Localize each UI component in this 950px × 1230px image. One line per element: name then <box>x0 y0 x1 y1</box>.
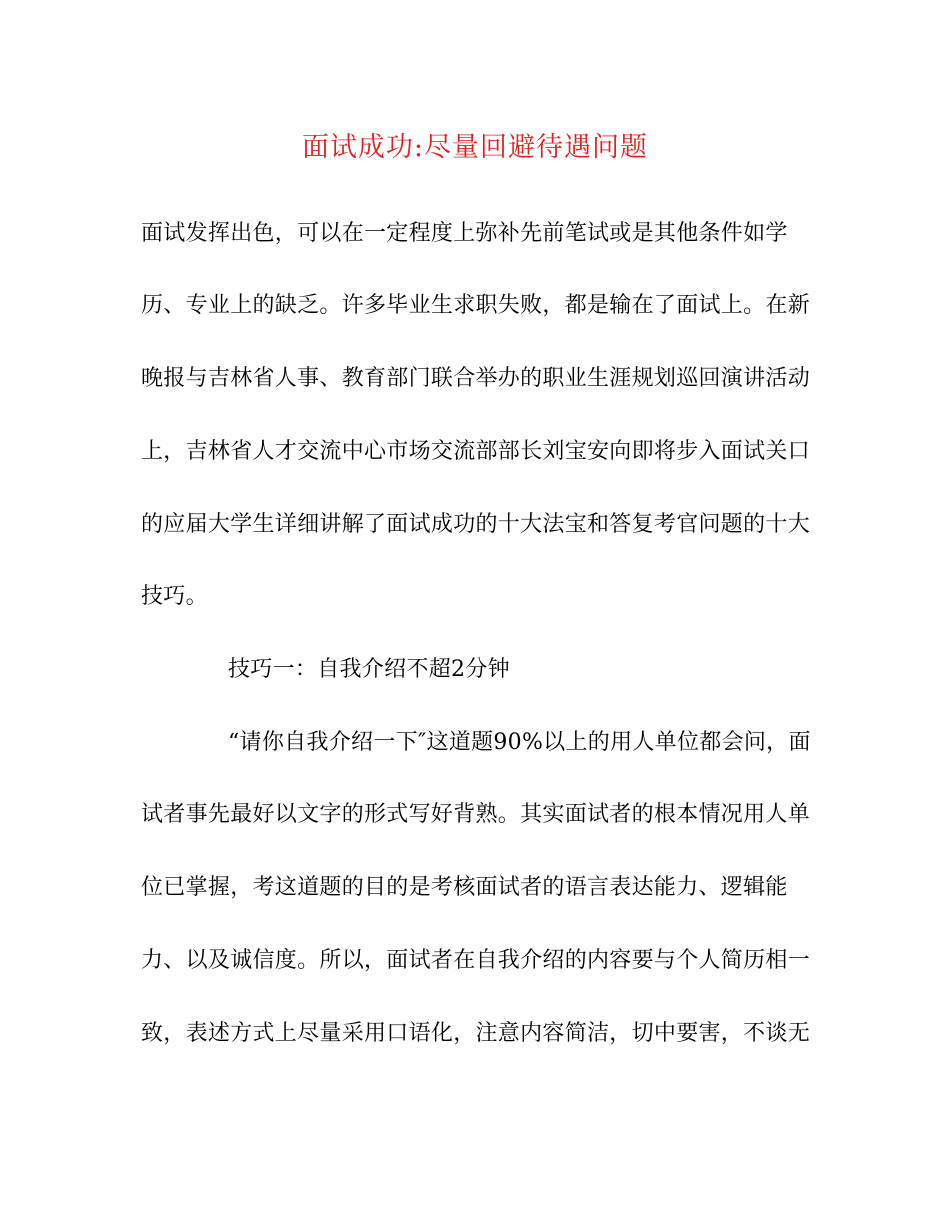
body-line: 力、以及诚信度。所以，面试者在自我介绍的内容要与个人简历相一 <box>141 948 811 973</box>
body-line: 试者事先最好以文字的形式写好背熟。其实面试者的根本情况用人单 <box>141 802 811 827</box>
section-heading: 技巧一：自我介绍不超2分钟 <box>228 657 510 682</box>
body-line: 面试发挥出色，可以在一定程度上弥补先前笔试或是其他条件如学 <box>141 221 788 246</box>
body-line: 致，表述方式上尽量采用口语化，注意内容简洁，切中要害，不谈无 <box>141 1021 811 1046</box>
body-line: 的应届大学生详细讲解了面试成功的十大法宝和答复考官问题的十大 <box>141 512 811 537</box>
document-title: 面试成功:尽量回避待遇问题 <box>301 132 649 163</box>
body-line: 位已掌握，考这道题的目的是考核面试者的语言表达能力、逻辑能 <box>141 875 788 900</box>
body-line: “请你自我介绍一下″这道题90%以上的用人单位都会问，面 <box>228 730 811 755</box>
body-line: 晚报与吉林省人事、教育部门联合举办的职业生涯规划巡回演讲活动 <box>141 366 811 391</box>
body-line: 上，吉林省人才交流中心市场交流部部长刘宝安向即将步入面试关口 <box>141 439 811 464</box>
body-line: 历、专业上的缺乏。许多毕业生求职失败，都是输在了面试上。在新 <box>141 293 811 318</box>
body-line: 技巧。 <box>141 584 208 609</box>
